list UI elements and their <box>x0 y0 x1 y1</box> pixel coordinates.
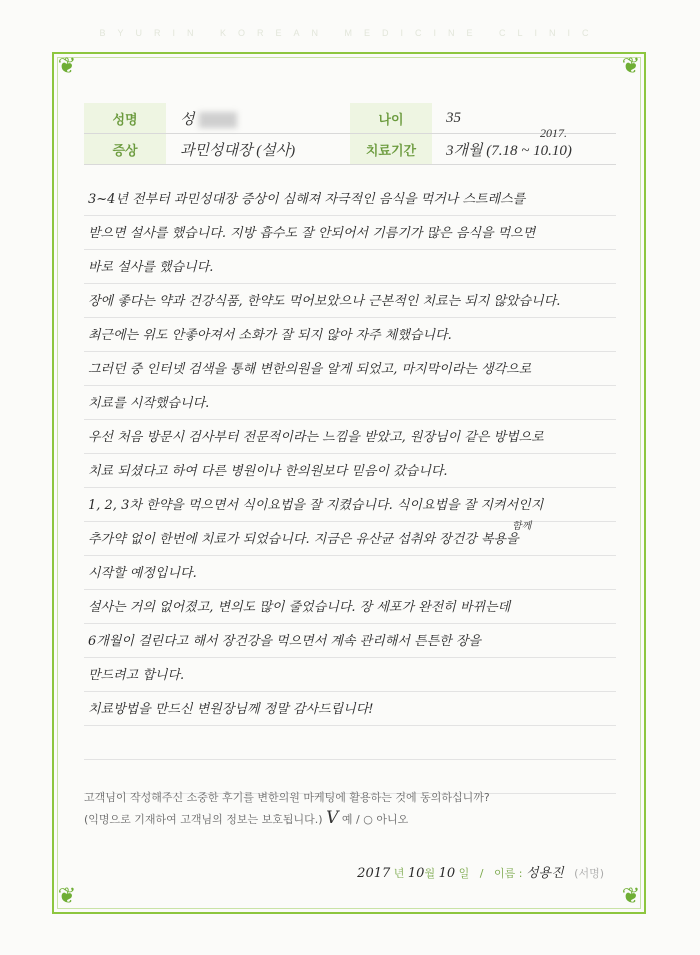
name-value: 성 <box>166 103 350 134</box>
review-line: 그러던 중 인터넷 검색을 통해 변한의원을 알게 되었고, 마지막이라는 생각으로 <box>84 352 616 386</box>
sign-month-unit: 월 <box>424 867 436 880</box>
period-label: 치료기간 <box>350 134 432 165</box>
review-line: 받으면 설사를 했습니다. 지방 흡수도 잘 안되어서 기름기가 많은 음식을 먹으면 <box>84 216 616 250</box>
review-line: 치료를 시작했습니다. <box>84 386 616 420</box>
review-line: 우선 처음 방문시 검사부터 전문적이라는 느낌을 받았고, 원장님이 같은 방법으로 <box>84 420 616 454</box>
corner-ornament-icon: ❦ <box>621 54 641 79</box>
review-line: 1, 2, 3차 한약을 먹으면서 식이요법을 잘 지켰습니다. 식이요법을 잘 지켜서인지 <box>84 488 616 522</box>
symptom-label: 증상 <box>84 134 166 165</box>
consent-check-mark: V <box>326 808 339 828</box>
consent-options <box>84 808 616 830</box>
review-line: 최근에는 위도 안좋아져서 소화가 잘 되지 않아 자주 체했습니다. <box>84 318 616 352</box>
sign-year: 2017 <box>357 866 391 881</box>
name-label: 성명 <box>84 103 166 134</box>
consent-question: 고객님이 작성해주신 소중한 후기를 변한의원 마케팅에 활용하는 것에 동의하십니까? <box>84 791 490 804</box>
sign-month: 10 <box>407 866 425 881</box>
patient-info-table <box>84 103 616 165</box>
review-line: 바로 설사를 했습니다. <box>84 250 616 284</box>
sign-day-unit: 일 <box>458 867 470 880</box>
corner-ornament-icon: ❦ <box>57 884 77 909</box>
period-value: 3개월 (7.18 ~ 10.10) <box>432 134 616 165</box>
review-blank-line <box>84 726 616 760</box>
review-line: 추가약 없이 한번에 치료가 되었습니다. 지금은 유산균 섭취와 장건강 복용을 <box>84 522 616 556</box>
age-value: 35 <box>432 103 616 134</box>
review-line: 치료 되셨다고 하여 다른 병원이나 한의원보다 믿음이 갔습니다. <box>84 454 616 488</box>
review-line: 장에 좋다는 약과 건강식품, 한약도 먹어보았으나 근본적인 치료는 되지 않았습니다. <box>84 284 616 318</box>
review-line: 설사는 거의 없어졌고, 변의도 많이 줄었습니다. 장 세포가 완전히 바뀌는데 <box>84 590 616 624</box>
review-insert-note: 함께 <box>512 521 532 532</box>
consent-yes-option[interactable]: 예 <box>341 813 353 826</box>
signature-line <box>84 862 604 881</box>
marketing-consent <box>84 787 616 830</box>
review-line: 시작할 예정입니다. <box>84 556 616 590</box>
review-line: 6개월이 걸린다고 해서 장건강을 먹으면서 계속 관리해서 튼튼한 장을 <box>84 624 616 658</box>
sign-name-label: 이름 : <box>494 867 523 880</box>
sign-label: (서명) <box>574 867 604 880</box>
sign-name-value: 성용진 <box>525 866 564 881</box>
symptom-value: 과민성대장 (설사) <box>166 134 350 165</box>
corner-ornament-icon: ❦ <box>57 54 77 79</box>
sign-year-unit: 년 <box>393 867 405 880</box>
period-year-note: 2017. <box>540 126 567 140</box>
sign-day: 10 <box>438 866 456 881</box>
review-line: 만드려고 합니다. <box>84 658 616 692</box>
consent-no-option[interactable]: ○ 아니오 <box>363 813 409 826</box>
sign-slash: / <box>479 867 484 880</box>
clinic-header-band: BYURIN KOREAN MEDICINE CLINIC <box>99 28 601 38</box>
consent-separator: / <box>356 813 360 826</box>
age-label: 나이 <box>350 103 432 134</box>
review-line: 치료방법을 만드신 변원장님께 정말 감사드립니다! <box>84 692 616 726</box>
review-line: 3~4년 전부터 과민성대장 증상이 심해져 자극적인 음식을 먹거나 스트레스를 <box>84 182 616 216</box>
review-body <box>84 182 616 794</box>
name-redaction <box>199 112 237 128</box>
consent-note: (익명으로 기재하여 고객님의 정보는 보호됩니다.) <box>84 813 323 826</box>
corner-ornament-icon: ❦ <box>621 884 641 909</box>
